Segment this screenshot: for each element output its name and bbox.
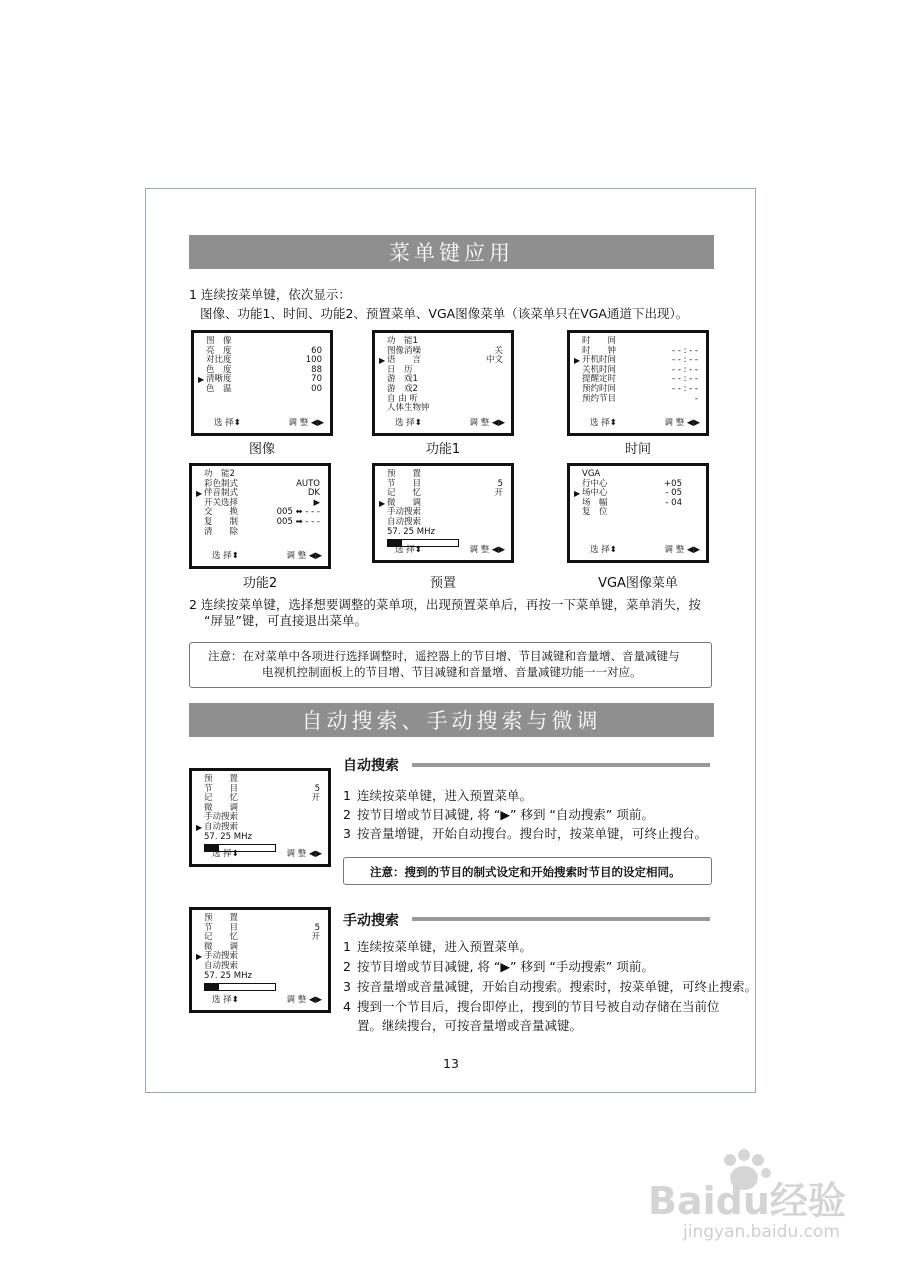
- left-right-icon: ◀▶: [308, 995, 322, 1006]
- pointer-icon: ▶: [198, 375, 205, 385]
- auto-search-note: 注意：搜到的节目的制式设定和开始搜索时节目的设定相同。: [343, 857, 712, 885]
- up-down-icon: ⬍: [231, 849, 239, 860]
- watermark-brand: Baidu经验: [648, 1179, 846, 1223]
- divider: [412, 917, 710, 921]
- intro-line-1: 1 连续按菜单键，依次显示：: [189, 287, 351, 302]
- auto-step-2: 2 按节目增或节目减键, 将 “▶” 移到 “自动搜索” 项前。: [343, 807, 654, 822]
- pointer-icon: ▶: [196, 822, 203, 832]
- pointer-icon: ▶: [196, 952, 203, 962]
- up-down-icon: ⬍: [231, 551, 239, 562]
- step2-line-2: “屏显”键，可直接退出菜单。: [204, 613, 367, 628]
- left-right-icon: ◀▶: [491, 418, 505, 429]
- osd-image-menu: 图 像 亮 度 60 对比度 100 色 度 88 ▶ 清晰度 70 色 温 00 选 择⬍ 调 整 ◀▶: [191, 330, 333, 436]
- divider: [412, 763, 710, 767]
- watermark-url: jingyan.baidu.com: [683, 1222, 840, 1242]
- up-down-icon: ⬍: [233, 418, 241, 429]
- manual-step-3: 3 按音量增或音量减键，开始自动搜索。搜索时，按菜单键，可终止搜索。: [343, 979, 758, 994]
- note-line-1: 注意：在对菜单中各项进行选择调整时，遥控器上的节目增、节目减键和音量增、音量减键与: [208, 649, 680, 663]
- auto-step-1: 1 连续按菜单键，进入预置菜单。: [343, 788, 533, 803]
- osd-time-menu: 时 间 时 钟 - - : - - ▶ 开机时间 - - : - - 关机时间 - - : - - 提醒定时 - - : - - 预约时间 - - : - - 预约节目 - 选 择⬍ 调 整 ◀▶: [567, 330, 709, 436]
- manual-step-4: 4 搜到一个节目后，搜台即停止，搜到的节目号被自动存储在当前位: [343, 999, 720, 1014]
- left-right-icon: ◀▶: [686, 545, 700, 556]
- auto-search-heading: 自动搜索: [343, 758, 399, 774]
- osd-preset-menu: 预 置 节 目 5 记 忆 开 ▶ 微 调 手动搜索 自动搜索 57. 25 MHz 选 择⬍ 调 整 ◀▶: [372, 463, 514, 563]
- intro-line-2: 图像、功能1、时间、功能2、预置菜单、VGA图像菜单（该菜单只在VGA通道下出现）。: [200, 306, 689, 321]
- pointer-icon: ▶: [574, 489, 581, 499]
- osd-function2-menu: 功 能2 彩色制式 AUTO ▶ 伴音制式 DK 开关选择 ▶ 交 换 005 ⬌ - - - 复 制 005 ➡ - - - 清 除 选 择⬍ 调 整 ◀▶: [189, 463, 331, 569]
- note-line-2: 电视机控制面板上的节目增、节目减键和音量增、音量减键功能一一对应。: [262, 665, 642, 679]
- caption-function2: 功能2: [242, 576, 278, 591]
- osd-function1-menu: 功 能1 图像消噪 关 ▶ 语 言 中文 日 历 游 戏1 游 戏2 自 由 听 人体生物钟 选 择⬍ 调 整 ◀▶: [372, 330, 514, 436]
- osd-preset-auto-search: 预 置 节 目 5 记 忆 开 微 调 手动搜索 ▶ 自动搜索 57. 25 MHz 选 择⬍ 调 整 ◀▶: [189, 768, 331, 867]
- left-right-icon: ◀▶: [686, 418, 700, 429]
- left-right-icon: ◀▶: [491, 545, 505, 556]
- note-box: [189, 642, 712, 688]
- osd-vga-menu: VGA 行中心 +05 ▶ 场中心 - 05 场 幅 - 04 复 位 选 择⬍ 调 整 ◀▶: [567, 463, 709, 563]
- caption-time: 时间: [624, 442, 651, 457]
- auto-step-3: 3 按音量增键，开始自动搜台。搜台时，按菜单键，可终止搜台。: [343, 826, 708, 841]
- osd-preset-manual-search: 预 置 节 目 5 记 忆 开 微 调 ▶ 手动搜索 自动搜索 57. 25 MHz 选 择⬍ 调 整 ◀▶: [189, 907, 331, 1013]
- manual-step-4-cont: 置。继续搜台，可按音量增或音量减键。: [357, 1018, 583, 1033]
- manual-step-2: 2 按节目增或节目减键, 将 “▶” 移到 “手动搜索” 项前。: [343, 959, 654, 974]
- caption-function1: 功能1: [425, 442, 461, 457]
- page-number: 13: [443, 1056, 459, 1071]
- pointer-icon: ▶: [196, 489, 203, 499]
- up-down-icon: ⬍: [231, 995, 239, 1006]
- manual-step-1: 1 连续按菜单键，进入预置菜单。: [343, 939, 533, 954]
- pointer-icon: ▶: [379, 356, 386, 366]
- pointer-icon: ▶: [379, 498, 386, 508]
- caption-preset: 预置: [429, 576, 456, 591]
- caption-vga: VGA图像菜单: [598, 576, 678, 591]
- left-right-icon: ◀▶: [310, 418, 324, 429]
- section-title-search: 自动搜索、手动搜索与微调: [189, 703, 714, 737]
- up-down-icon: ⬍: [414, 418, 422, 429]
- search-progress-bar: [204, 983, 276, 991]
- manual-search-heading: 手动搜索: [343, 913, 399, 929]
- caption-image: 图像: [248, 442, 275, 457]
- up-down-icon: ⬍: [414, 545, 422, 556]
- section-title-menu-key: 菜单键应用: [189, 235, 714, 269]
- up-down-icon: ⬍: [609, 418, 617, 429]
- left-right-icon: ◀▶: [308, 551, 322, 562]
- pointer-icon: ▶: [574, 356, 581, 366]
- up-down-icon: ⬍: [609, 545, 617, 556]
- left-right-icon: ◀▶: [308, 849, 322, 860]
- step2-line-1: 2 连续按菜单键，选择想要调整的菜单项，出现预置菜单后，再按一下菜单键，菜单消失，按: [189, 597, 701, 612]
